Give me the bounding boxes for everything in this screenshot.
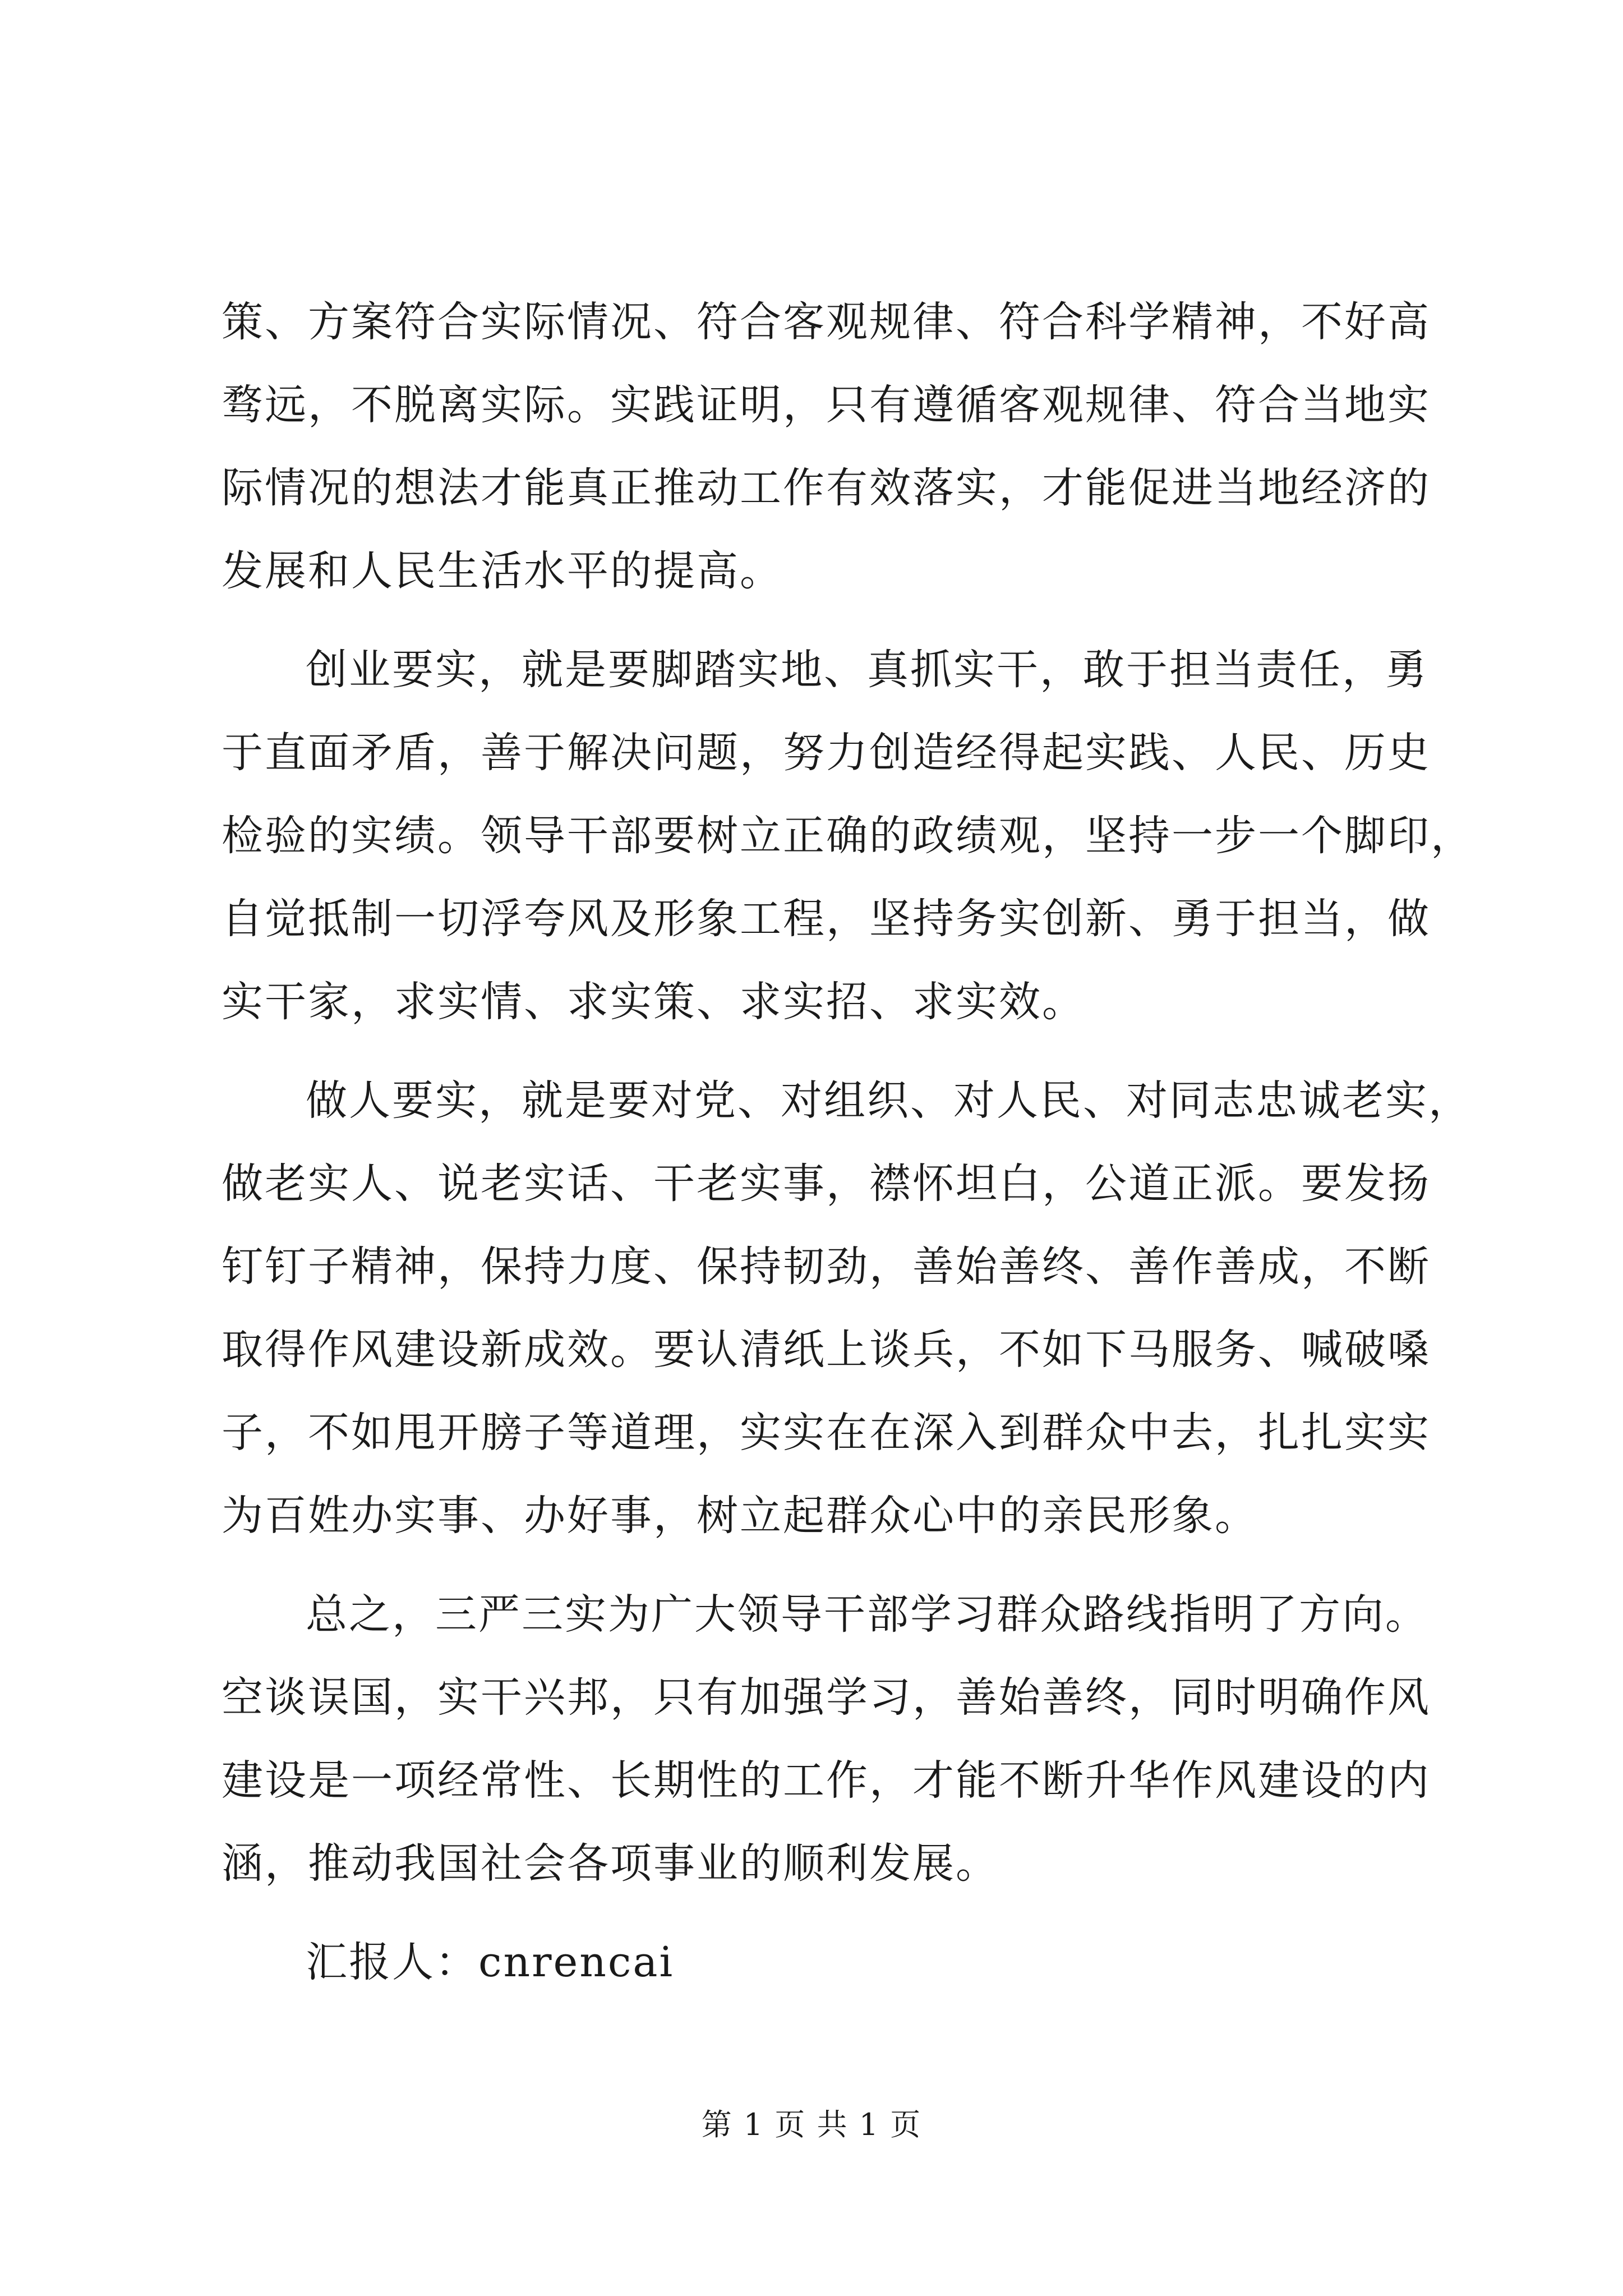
- text-line: 钉钉子精神，保持力度、保持韧劲，善始善终、善作善成，不断: [222, 1243, 1431, 1291]
- paragraph-summary: [222, 1573, 1430, 1905]
- paragraph-conduct: [222, 1059, 1472, 1557]
- page-footer: [0, 2101, 1623, 2144]
- page-number: 第 1 页 共 1 页: [701, 2107, 922, 2142]
- text-line: 检验的实绩。领导干部要树立正确的政绩观，坚持一步一个脚印，: [222, 812, 1474, 860]
- text-line: 子，不如甩开膀子等道理，实实在在深入到群众中去，扎扎实实: [222, 1409, 1431, 1457]
- text-line: 于直面矛盾，善于解决问题，努力创造经得起实践、人民、历史: [222, 729, 1431, 777]
- text-line: 实干家，求实情、求实策、求实招、求实效。: [222, 978, 1085, 1026]
- text-line: 做老实人、说老实话、干老实事，襟怀坦白，公道正派。要发扬: [222, 1159, 1431, 1208]
- reporter-line: 汇报人：cnrencai: [306, 1938, 675, 1986]
- paragraph-entrepreneurship: [222, 628, 1474, 1043]
- text-line: 总之，三严三实为广大领导干部学习群众路线指明了方向。: [306, 1590, 1428, 1639]
- text-line: 建设是一项经常性、长期性的工作，才能不断升华作风建设的内: [222, 1756, 1431, 1805]
- text-line: 骛远，不脱离实际。实践证明，只有遵循客观规律、符合当地实: [222, 381, 1431, 429]
- paragraph-reporter: [222, 1921, 1430, 2004]
- text-line: 际情况的想法才能真正推动工作有效落实，才能促进当地经济的: [222, 464, 1431, 512]
- text-line: 涵，推动我国社会各项事业的顺利发展。: [222, 1839, 999, 1888]
- text-line: 做人要实，就是要对党、对组织、对人民、对同志忠诚老实，: [306, 1076, 1472, 1125]
- text-line: 发展和人民生活水平的提高。: [222, 547, 783, 595]
- paragraph-continuation: [222, 280, 1430, 613]
- text-line: 为百姓办实事、办好事，树立起群众心中的亲民形象。: [222, 1492, 1258, 1540]
- text-line: 创业要实，就是要脚踏实地、真抓实干，敢于担当责任，勇: [306, 646, 1428, 694]
- text-line: 取得作风建设新成效。要认清纸上谈兵，不如下马服务、喊破嗓: [222, 1326, 1431, 1374]
- text-line: 自觉抵制一切浮夸风及形象工程，坚持务实创新、勇于担当，做: [222, 895, 1431, 943]
- text-line: 策、方案符合实际情况、符合客观规律、符合科学精神，不好高: [222, 298, 1431, 346]
- document-body: [222, 280, 1474, 2004]
- text-line: 空谈误国，实干兴邦，只有加强学习，善始善终，同时明确作风: [222, 1673, 1431, 1722]
